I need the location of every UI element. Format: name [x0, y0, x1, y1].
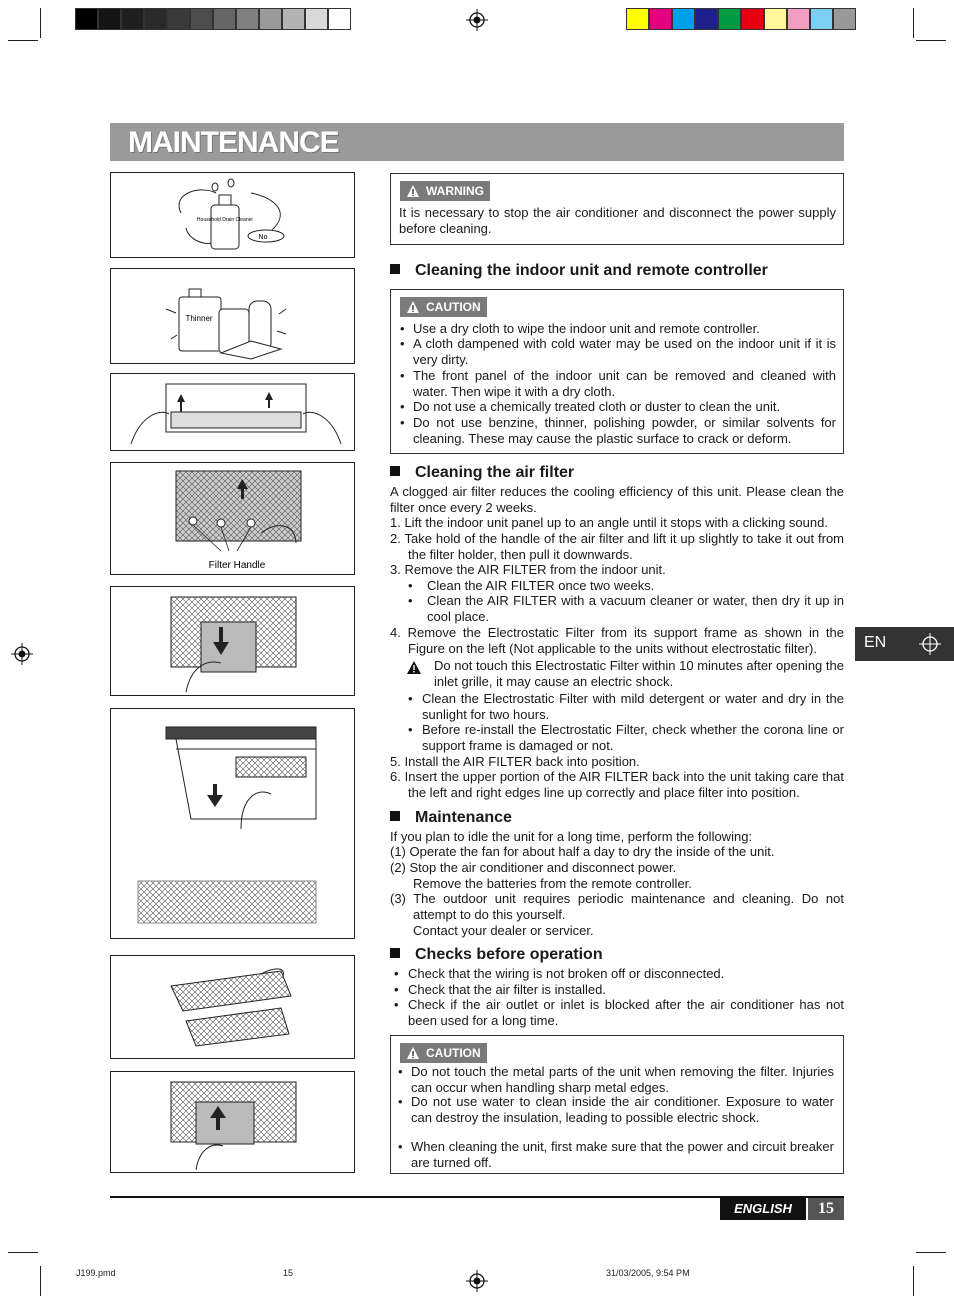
registration-mark-icon — [11, 643, 33, 665]
color-swatch — [328, 8, 351, 30]
caution-badge — [400, 1043, 487, 1063]
color-swatch — [259, 8, 282, 30]
color-swatch — [190, 8, 213, 30]
color-swatch — [282, 8, 305, 30]
color-swatch — [695, 8, 718, 30]
maintenance-item: Contact your dealer or servicer. — [413, 923, 594, 938]
warning-badge — [400, 181, 490, 201]
no-label: No — [258, 234, 268, 241]
color-swatch — [98, 8, 121, 30]
filter-step-3-bullet: Clean the AIR FILTER with a vacuum cleaner or water, then dry it up in cool place. — [427, 593, 844, 624]
footer-language: ENGLISH — [720, 1198, 806, 1220]
filter-step-3: 3. Remove the AIR FILTER from the indoor unit. — [390, 562, 666, 577]
color-swatch — [649, 8, 672, 30]
color-swatch — [833, 8, 856, 30]
crop-mark — [916, 1252, 946, 1253]
illustration-filter-frames — [110, 955, 355, 1059]
maintenance-item: (3) The outdoor unit requires periodic maintenance and cleaning. Do not attempt to do this yourself. — [390, 891, 844, 922]
list-item: Do not use a chemically treated cloth or duster to clean the unit. — [413, 399, 781, 414]
color-swatch — [213, 8, 236, 30]
registration-mark-icon — [466, 9, 488, 31]
warning-triangle-icon — [406, 660, 422, 675]
warning-triangle-icon — [406, 300, 420, 314]
footer-file: J199.pmd — [76, 1268, 116, 1278]
heading-indoor: Cleaning the indoor unit and remote controller — [390, 262, 768, 280]
illustration-thinner — [110, 268, 355, 364]
footer-file-page: 15 — [283, 1268, 294, 1278]
filter-step-6: 6. Insert the upper portion of the AIR FILTER back into the unit taking care that the left and right edges line up correctly and place filter into position. — [390, 769, 844, 800]
color-swatch — [741, 8, 764, 30]
heading-filter: Cleaning the air filter — [390, 464, 574, 482]
color-swatch — [75, 8, 98, 30]
caution-box-bottom: CAUTION • Do not touch the metal parts of the unit when removing the filter. Injuries can occur when handling sharp metal edges. • Do not use water to clean inside the air conditioner. Exposure to water can destroy the insulation, leading to possible electric shock. • When cleaning the unit, first make sure that the power and circuit breaker are turned off. — [390, 1035, 844, 1174]
warning-text: It is necessary to stop the air conditioner and disconnect the power supply before cleaning. — [399, 205, 836, 236]
illustration-electrostatic-filter — [110, 708, 355, 939]
maintenance-item: (1) Operate the fan for about half a day to dry the inside of the unit. — [390, 844, 775, 859]
drain-bottle-label: Household Drain Cleaner — [196, 217, 254, 223]
heading-maintenance: Maintenance — [390, 809, 512, 827]
warning-triangle-icon — [406, 1046, 420, 1060]
filter-step-4-bullet: Clean the Electrostatic Filter with mild detergent or water and dry in the sunlight for two hours. — [422, 691, 844, 722]
filter-frames-icon — [111, 956, 356, 1060]
list-item: When cleaning the unit, first make sure that the power and circuit breaker are turned off. — [411, 1139, 834, 1170]
reinstall-filter-icon — [111, 1072, 356, 1174]
illustration-lift-panel — [110, 373, 355, 451]
page-number: 15 — [808, 1198, 844, 1220]
filter-step-5: 5. Install the AIR FILTER back into position. — [390, 754, 640, 769]
footer-timestamp: 31/03/2005, 9:54 PM — [606, 1268, 690, 1278]
color-swatch — [672, 8, 695, 30]
maintenance-item: (2) Stop the air conditioner and disconnect power. — [390, 860, 677, 875]
heading-checks: Checks before operation — [390, 946, 603, 964]
list-item: Use a dry cloth to wipe the indoor unit and remote controller. — [413, 321, 760, 336]
color-swatch — [121, 8, 144, 30]
crop-mark — [8, 1252, 38, 1253]
filter-step-2: 2. Take hold of the handle of the air filter and lift it up slightly to take it out from the filter holder, then pull it downwards. — [390, 531, 844, 562]
list-item: A cloth dampened with cold water may be used on the indoor unit if it is very dirty. — [413, 336, 836, 367]
warning-badge-label: WARNING — [426, 184, 484, 198]
caution-box-indoor: CAUTION • Use a dry cloth to wipe the indoor unit and remote controller. • A cloth dampened with cold water may be used on the indoor unit if it is very dirty. • The front panel of the indoor unit can be removed and cleaned with water. Then wipe it with a dry cloth. • Do not use a chemically treated cloth or duster to clean the unit. • Do not use benzine, thinner, polishing powder, or similar solvents for cleaning. These may cause the plastic surface to crack or deform. — [390, 289, 844, 454]
color-swatch — [144, 8, 167, 30]
filter-handle-icon — [111, 463, 356, 576]
crop-mark — [8, 40, 38, 41]
color-swatch — [718, 8, 741, 30]
crop-mark — [913, 1266, 914, 1296]
color-swatch — [810, 8, 833, 30]
maintenance-item: Remove the batteries from the remote controller. — [413, 876, 692, 891]
color-swatch — [236, 8, 259, 30]
warning-triangle-icon — [406, 184, 420, 198]
drain-cleaner-icon — [111, 173, 356, 259]
caution-badge-label: CAUTION — [426, 1046, 481, 1060]
filter-intro: A clogged air filter reduces the cooling efficiency of this unit. Please clean the filter once every 2 weeks. — [390, 484, 844, 515]
filter-step-1: 1. Lift the indoor unit panel up to an angle until it stops with a clicking sound. — [390, 515, 828, 530]
page-title: MAINTENANCE — [128, 126, 339, 159]
illustration-filter-handle — [110, 462, 355, 575]
title-bar — [110, 123, 844, 161]
color-swatch — [787, 8, 810, 30]
thinner-label: Thinner — [185, 314, 213, 323]
maintenance-intro: If you plan to idle the unit for a long time, perform the following: — [390, 829, 753, 844]
caution-badge-label: CAUTION — [426, 300, 481, 314]
check-item: Check if the air outlet or inlet is blocked after the air conditioner has not been used for a long time. — [408, 997, 844, 1028]
color-swatch — [626, 8, 649, 30]
filter-step-4-bullet: Before re-install the Electrostatic Filter, check whether the corona line or support frame is damaged or not. — [422, 722, 844, 753]
color-swatch — [305, 8, 328, 30]
language-tab — [855, 627, 954, 661]
check-item: Check that the air filter is installed. — [408, 982, 606, 997]
electrostatic-filter-icon — [111, 709, 356, 940]
list-item: Do not touch the metal parts of the unit when removing the filter. Injuries can occur when handling sharp metal edges. — [411, 1064, 834, 1095]
registration-mark-icon — [919, 633, 941, 655]
color-swatch — [167, 8, 190, 30]
crop-mark — [913, 8, 914, 38]
list-item: Do not use benzine, thinner, polishing powder, or similar solvents for cleaning. These may cause the plastic surface to crack or deform. — [413, 415, 836, 446]
illustration-remove-filter — [110, 586, 355, 696]
warning-box — [390, 173, 844, 245]
filter-step-4: 4. Remove the Electrostatic Filter from its support frame as shown in the Figure on the left (Not applicable to the units without electrostatic filter). — [390, 625, 844, 656]
registration-mark-icon — [466, 1270, 488, 1292]
list-item: The front panel of the indoor unit can be removed and cleaned with water. Then wipe it with a dry cloth. — [413, 368, 836, 399]
language-tab-label: EN — [864, 634, 887, 651]
illustration-reinstall-filter — [110, 1071, 355, 1173]
filter-step-3-bullet: Clean the AIR FILTER once two weeks. — [427, 578, 655, 593]
check-item: Check that the wiring is not broken off or disconnected. — [408, 966, 725, 981]
filter-handle-label: Filter Handle — [208, 560, 266, 571]
remove-filter-icon — [111, 587, 356, 697]
caution-badge — [400, 297, 487, 317]
list-item: Do not use water to clean inside the air conditioner. Exposure to water can destroy the insulation, leading to possible electric shock. — [411, 1094, 834, 1125]
crop-mark — [916, 40, 946, 41]
crop-mark — [40, 1266, 41, 1296]
illustration-drain-cleaner — [110, 172, 355, 258]
filter-step-4-warning: Do not touch this Electrostatic Filter within 10 minutes after opening the inlet grille, it may cause an electric shock. — [434, 658, 844, 689]
color-swatch — [764, 8, 787, 30]
crop-mark — [40, 8, 41, 38]
lift-panel-icon — [111, 374, 356, 452]
thinner-cans-icon — [111, 269, 356, 365]
